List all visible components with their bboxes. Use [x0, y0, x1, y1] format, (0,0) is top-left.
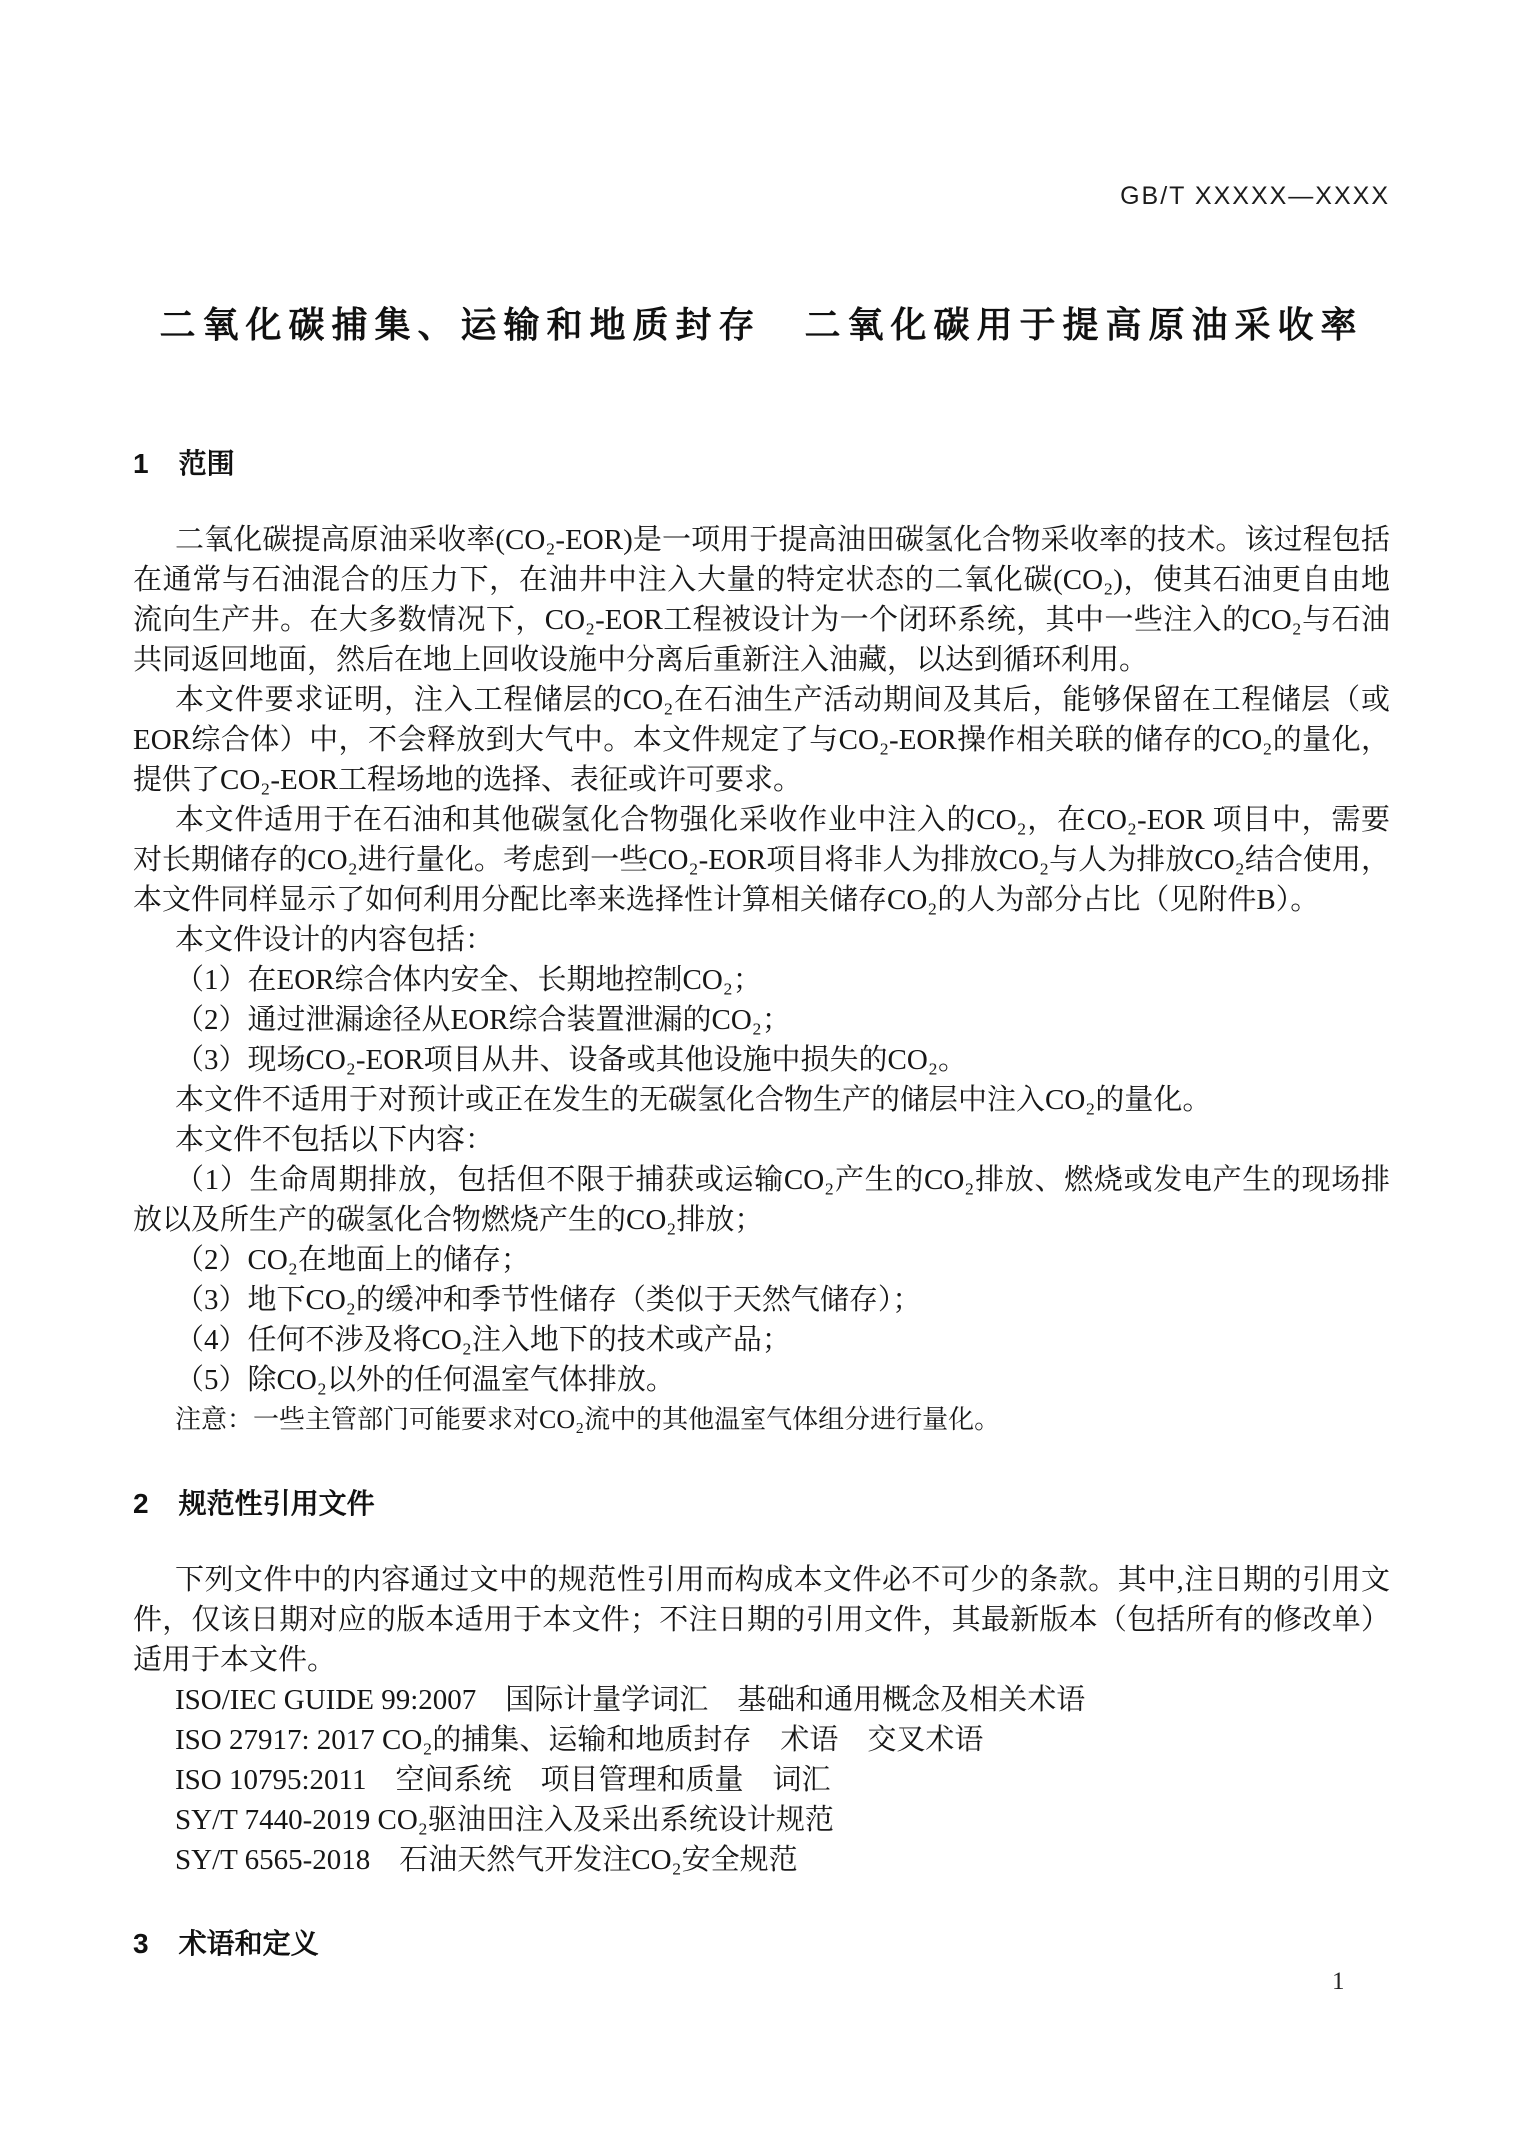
standard-code: GB/T XXXXX—XXXX [1120, 182, 1390, 210]
scope-excluded-item: （5）除CO₂以外的任何温室气体排放。 [175, 1364, 675, 1396]
section-normative-references [133, 1482, 1390, 1880]
section-2-number: 2 [133, 1488, 149, 1519]
document-title: 二氧化碳捕集、运输和地质封存 二氧化碳用于提高原油采收率 [159, 304, 1364, 345]
scope-included-item: （2）通过泄漏途径从EOR综合装置泄漏的CO₂； [175, 1004, 791, 1036]
section-3-title: 术语和定义 [178, 1928, 319, 1959]
reference-item: ISO/IEC GUIDE 99:2007 国际计量学词汇 基础和通用概念及相关术语 [175, 1684, 1086, 1716]
page-content [133, 0, 1390, 2000]
scope-paragraph: 本文件适用于在石油和其他碳氢化合物强化采收作业中注入的CO₂，在CO₂-EOR 项目中，需要对长期储存的CO₂进行量化。考虑到一些CO₂-EOR项目将非人为排放CO₂与人为排放CO₂结合使用，本文件同样显示了如何利用分配比率来选择性计算相关储存CO₂的人为部分占比（见附件B）。 [133, 804, 1390, 916]
scope-included-label: 本文件设计的内容包括： [175, 924, 495, 956]
scope-paragraph: 本文件要求证明，注入工程储层的CO₂在石油生产活动期间及其后，能够保留在工程储层（或EOR综合体）中，不会释放到大气中。本文件规定了与CO₂-EOR操作相关联的储存的CO₂的量化，提供了CO₂-EOR工程场地的选择、表征或许可要求。 [133, 684, 1390, 796]
section-2-heading [133, 1482, 1390, 1522]
reference-item: ISO 10795:2011 空间系统 项目管理和质量 词汇 [175, 1764, 831, 1796]
references-intro: 下列文件中的内容通过文中的规范性引用而构成本文件必不可少的条款。其中,注日期的引用文件，仅该日期对应的版本适用于本文件；不注日期的引用文件，其最新版本（包括所有的修改单）适用于本文件。 [133, 1564, 1390, 1676]
scope-paragraph: 本文件不适用于对预计或正在发生的无碳氢化合物生产的储层中注入CO₂的量化。 [175, 1084, 1212, 1116]
scope-excluded-item: （2）CO₂在地面上的储存； [175, 1244, 530, 1276]
section-1-heading [133, 442, 1390, 482]
scope-included-item: （1）在EOR综合体内安全、长期地控制CO₂； [175, 964, 762, 996]
reference-item: SY/T 6565-2018 石油天然气开发注CO₂安全规范 [175, 1844, 798, 1876]
scope-excluded-item: （1）生命周期排放，包括但不限于捕获或运输CO₂产生的CO₂排放、燃烧或发电产生的现场排放以及所生产的碳氢化合物燃烧产生的CO₂排放； [133, 1164, 1390, 1236]
scope-excluded-label: 本文件不包括以下内容： [175, 1124, 495, 1156]
scope-included-item: （3）现场CO₂-EOR项目从井、设备或其他设施中损失的CO₂。 [175, 1044, 967, 1076]
scope-excluded-item: （3）地下CO₂的缓冲和季节性储存（类似于天然气储存）； [175, 1284, 922, 1316]
scope-excluded-item: （4）任何不涉及将CO₂注入地下的技术或产品； [175, 1324, 791, 1356]
section-scope [133, 442, 1390, 1440]
reference-item: SY/T 7440-2019 CO₂驱油田注入及采出系统设计规范 [175, 1804, 834, 1836]
section-3-heading [133, 1922, 1390, 1962]
section-3-number: 3 [133, 1928, 149, 1959]
page-number: 1 [1332, 1968, 1345, 1995]
section-2-title: 规范性引用文件 [178, 1488, 375, 1519]
section-terms-definitions [133, 1922, 1390, 1962]
section-1-title: 范围 [178, 448, 235, 479]
section-1-number: 1 [133, 448, 149, 479]
scope-paragraph: 二氧化碳提高原油采收率(CO₂-EOR)是一项用于提高油田碳氢化合物采收率的技术。该过程包括在通常与石油混合的压力下，在油井中注入大量的特定状态的二氧化碳(CO₂)，使其石油更自由地流向生产井。在大多数情况下，CO₂-EOR工程被设计为一个闭环系统，其中一些注入的CO₂与石油共同返回地面，然后在地上回收设施中分离后重新注入油藏，以达到循环利用。 [133, 524, 1390, 676]
scope-note: 注意：一些主管部门可能要求对CO₂流中的其他温室气体组分进行量化。 [175, 1405, 1001, 1434]
page-header [133, 0, 1390, 211]
reference-item: ISO 27917: 2017 CO₂的捕集、运输和地质封存 术语 交叉术语 [175, 1724, 984, 1756]
